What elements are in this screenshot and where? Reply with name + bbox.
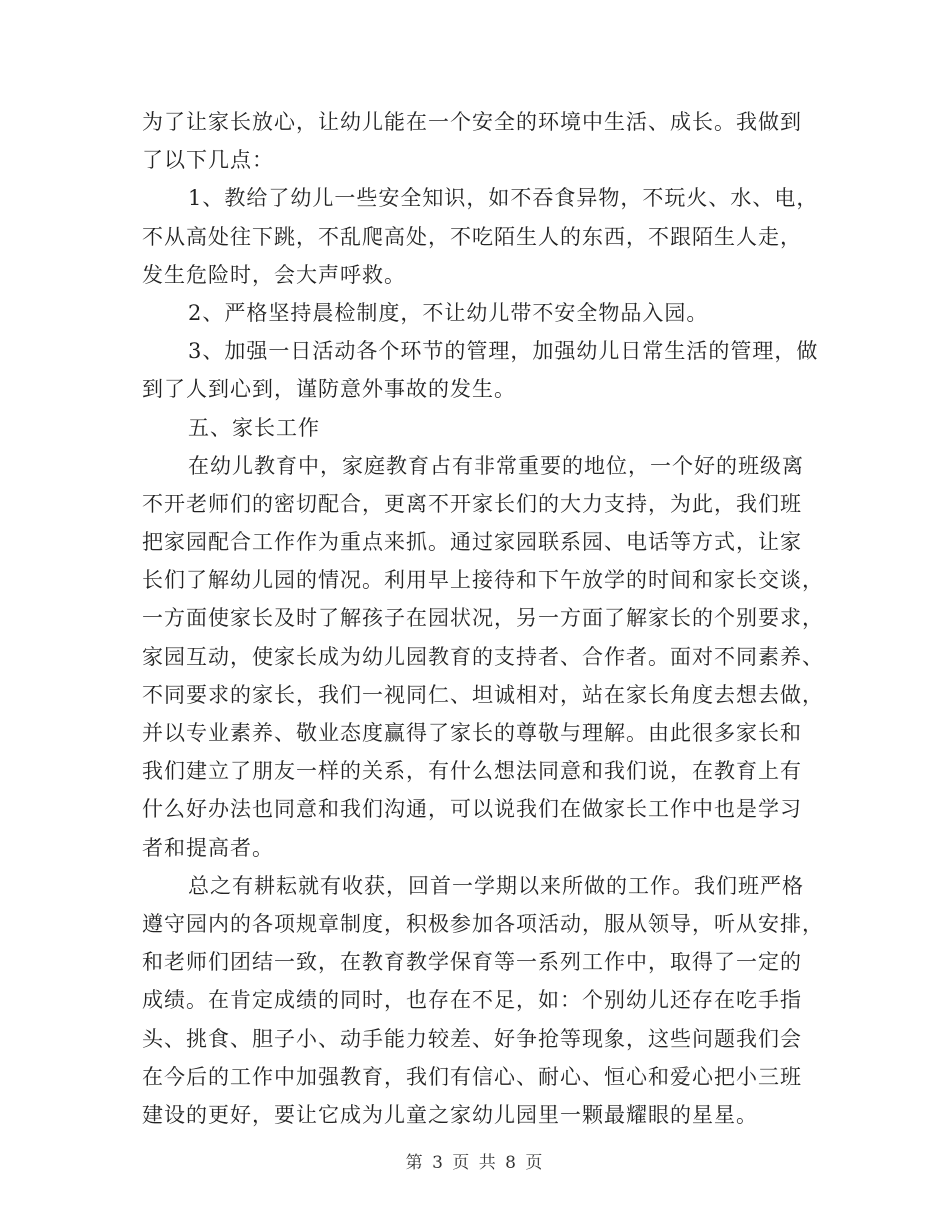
page-number-footer: 第 3 页 共 8 页 xyxy=(405,1153,545,1173)
text-line: 遵守园内的各项规章制度，积极参加各项活动，服从领导，听从安排， xyxy=(142,911,824,936)
text-line: 在今后的工作中加强教育，我们有信心、耐心、恒心和爱心把小三班 xyxy=(142,1064,802,1089)
text-line: 什么好办法也同意和我们沟通，可以说我们在做家长工作中也是学习 xyxy=(142,797,802,822)
text-line: 我们建立了朋友一样的关系，有什么想法同意和我们说，在教育上有 xyxy=(142,759,802,784)
text-line: 建设的更好，要让它成为儿童之家幼儿园里一颗最耀眼的星星。 xyxy=(142,1102,758,1127)
text-line: 长们了解幼儿园的情况。利用早上接待和下午放学的时间和家长交谈， xyxy=(142,568,824,593)
list-item-1: 1、教给了幼儿一些安全知识，如不吞食异物，不玩火、水、电， xyxy=(188,186,819,211)
text-line: 了以下几点： xyxy=(142,148,274,173)
paragraph-start: 在幼儿教育中，家庭教育占有非常重要的地位，一个好的班级离 xyxy=(188,453,804,478)
text-line: 并以专业素养、敬业态度赢得了家长的尊敬与理解。由此很多家长和 xyxy=(142,721,802,745)
text-line: 为了让家长放心，让幼儿能在一个安全的环境中生活、成长。我做到 xyxy=(142,110,802,134)
text-line: 不同要求的家长，我们一视同仁、坦诚相对，站在家长角度去想去做， xyxy=(142,682,824,707)
text-line: 头、挑食、胆子小、动手能力较差、好争抢等现象，这些问题我们会 xyxy=(142,1026,802,1051)
text-line: 一方面使家长及时了解孩子在园状况，另一方面了解家长的个别要求， xyxy=(142,606,824,631)
list-item-3: 3、加强一日活动各个环节的管理，加强幼儿日常生活的管理，做 xyxy=(188,339,819,364)
list-item-2: 2、严格坚持晨检制度，不让幼儿带不安全物品入园。 xyxy=(188,300,709,325)
text-line: 把家园配合工作作为重点来抓。通过家园联系园、电话等方式，让家 xyxy=(142,530,802,555)
text-line: 到了人到心到，谨防意外事故的发生。 xyxy=(142,377,516,402)
text-line: 不开老师们的密切配合，更离不开家长们的大力支持，为此，我们班 xyxy=(142,491,802,516)
text-line: 不从高处往下跳，不乱爬高处，不吃陌生人的东西，不跟陌生人走， xyxy=(142,224,802,249)
text-line: 家园互动，使家长成为幼儿园教育的支持者、合作者。面对不同素养、 xyxy=(142,644,824,669)
paragraph-start: 总之有耕耘就有收获，回首一学期以来所做的工作。我们班严格 xyxy=(188,873,804,898)
document-body xyxy=(142,103,824,1134)
text-line: 成绩。在肯定成绩的同时，也存在不足，如：个别幼儿还存在吃手指 xyxy=(142,988,802,1013)
text-line: 者和提高者。 xyxy=(142,835,274,860)
section-heading: 五、家长工作 xyxy=(188,415,320,440)
text-line: 发生危险时，会大声呼救。 xyxy=(142,262,406,287)
text-line: 和老师们团结一致，在教育教学保育等一系列工作中，取得了一定的 xyxy=(142,950,802,975)
